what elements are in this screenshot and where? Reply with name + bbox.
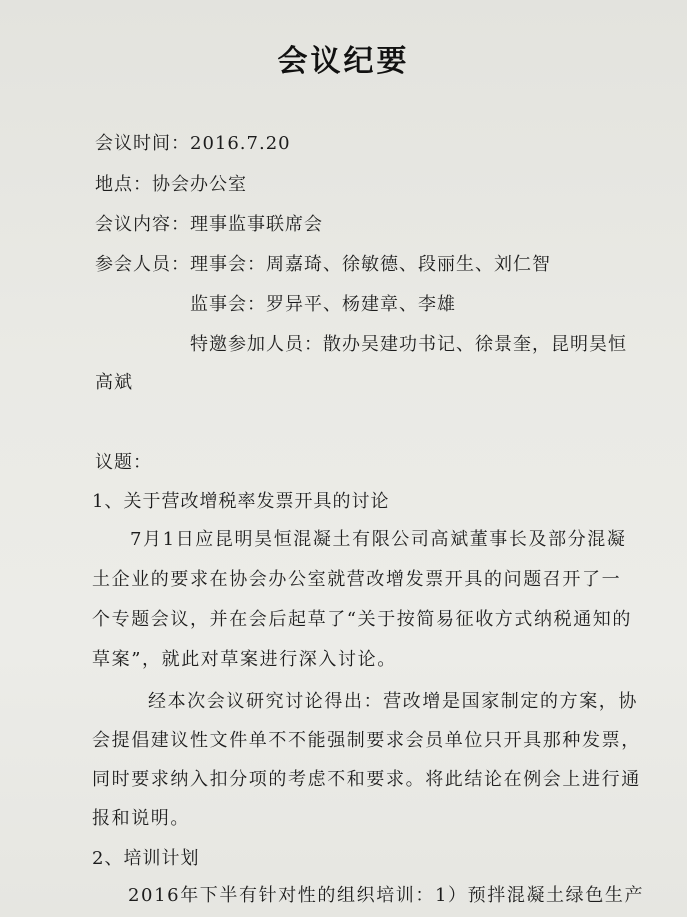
item1-para2-line1: 经本次会议研究讨论得出：营改增是国家制定的方案，协 — [148, 691, 638, 712]
document-title: 会议纪要 — [277, 44, 410, 79]
supervisors: 监事会：罗异平、杨建章、李雄 — [190, 294, 456, 315]
item1-para1-line2: 土企业的要求在协会办公室就营改增发票开具的问题召开了一 — [92, 569, 622, 590]
special-guests-continued: 高斌 — [95, 372, 133, 393]
agenda-label: 议题： — [95, 452, 152, 473]
item1-para2-line3: 同时要求纳入扣分项的考虑不和要求。将此结论在例会上进行通 — [92, 769, 641, 790]
agenda-item-2-heading: 2、培训计划 — [92, 848, 200, 869]
agenda-item-1-heading: 1、关于营改增税率发票开具的讨论 — [92, 491, 390, 512]
item1-para2-line4: 报和说明。 — [92, 808, 190, 829]
item2-para1-line1: 2016年下半有针对性的组织培训：1）预拌混凝土绿色生产 — [128, 885, 645, 906]
attendees-label: 参会人员： — [95, 254, 190, 275]
item1-para1-line4: 草案”，就此对草案进行深入讨论。 — [92, 649, 397, 670]
meeting-time: 会议时间：2016.7.20 — [95, 133, 291, 154]
meeting-content: 会议内容：理事监事联席会 — [95, 214, 323, 235]
item1-para1-line1: 7月1日应昆明昊恒混凝土有限公司高斌董事长及部分混凝 — [130, 529, 627, 550]
item1-para1-line3: 个专题会议，并在会后起草了“关于按简易征收方式纳税通知的 — [92, 609, 632, 630]
special-guests: 特邀参加人员：散办吴建功书记、徐景奎，昆明昊恒 — [190, 334, 627, 355]
item1-para2-line2: 会提倡建议性文件单不不能强制要求会员单位只开具那种发票， — [92, 730, 641, 751]
meeting-location: 地点：协会办公室 — [95, 174, 247, 195]
board-members: 理事会：周嘉琦、徐敏德、段丽生、刘仁智 — [190, 254, 551, 275]
